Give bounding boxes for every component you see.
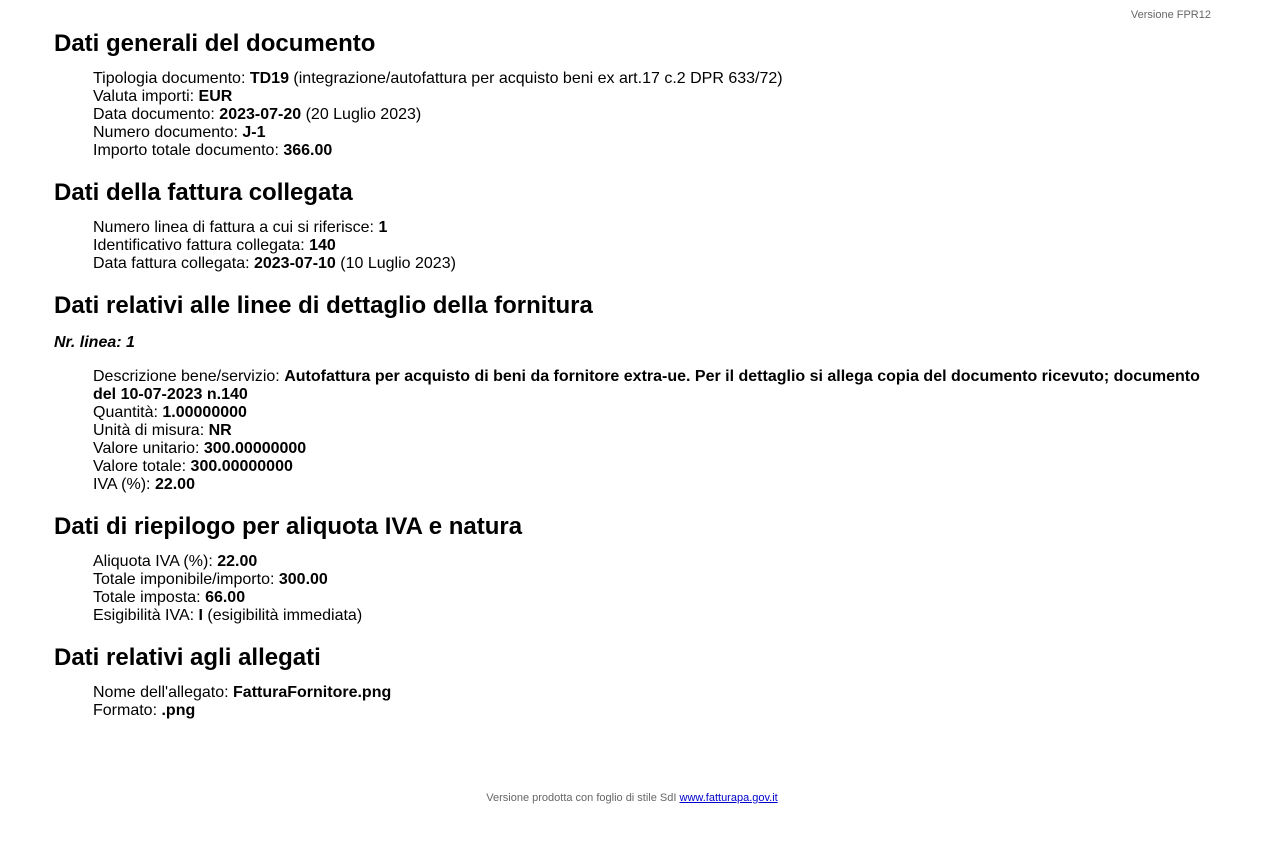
footer [0,792,1264,804]
section-title-summary: Dati di riepilogo per aliquota IVA e natura [54,513,523,540]
label-data-fattura: Data fattura collegata: [93,255,254,272]
desc-data-fattura: (10 Luglio 2023) [335,255,456,272]
row-unita-misura [93,422,1214,440]
value-tipologia: TD19 [249,70,289,87]
label-id-fattura: Identificativo fattura collegata: [93,237,310,254]
row-nome-allegato [93,684,1214,702]
label-nome-allegato: Nome dell'allegato: [93,684,234,701]
row-valuta [93,88,1214,106]
document-content [54,27,1214,720]
footer-link[interactable]: www.fatturapa.gov.it [679,792,778,804]
label-quantita: Quantità: [93,404,163,421]
label-imposta: Totale imposta: [93,589,206,606]
summary-block [93,553,1214,625]
desc-tipologia: (integrazione/autofattura per acquisto beni ex art.17 c.2 DPR 633/72) [288,70,783,87]
value-importo-totale: 366.00 [283,142,333,159]
footer-text: Versione prodotta con foglio di stile SdI [486,792,680,804]
value-data-documento: 2023-07-20 [219,106,302,123]
row-quantita [93,404,1214,422]
label-iva: IVA (%): [93,476,155,493]
row-esigibilita [93,607,1214,625]
label-descrizione: Descrizione bene/servizio: [93,368,285,385]
row-numero-linea [93,219,1214,237]
row-imposta [93,589,1214,607]
attachments-block [93,684,1214,720]
label-valore-totale: Valore totale: [93,458,191,475]
row-id-fattura [93,237,1214,255]
row-tipologia [93,70,1214,88]
general-block [93,70,1214,160]
row-imponibile [93,571,1214,589]
row-aliquota [93,553,1214,571]
value-valuta: EUR [198,88,233,105]
row-iva [93,476,1214,494]
version-label: Versione FPR12 [1130,9,1211,21]
value-valore-unitario: 300.00000000 [203,440,307,457]
value-aliquota: 22.00 [217,553,258,570]
section-title-general: Dati generali del documento [54,30,376,57]
value-esigibilita: I [198,607,203,624]
value-quantita: 1.00000000 [162,404,247,421]
label-formato: Formato: [93,702,162,719]
row-descrizione [93,368,1214,404]
section-title-attachments: Dati relativi agli allegati [54,644,321,671]
value-formato: .png [161,702,196,719]
value-imposta: 66.00 [205,589,246,606]
row-data-fattura [93,255,1214,273]
row-valore-unitario [93,440,1214,458]
linked-block [93,219,1214,273]
label-data-documento: Data documento: [93,106,220,123]
line-number-title: Nr. linea: 1 [54,334,135,351]
label-numero-documento: Numero documento: [93,124,243,141]
label-valuta: Valuta importi: [93,88,199,105]
row-importo-totale [93,142,1214,160]
label-aliquota: Aliquota IVA (%): [93,553,218,570]
label-valore-unitario: Valore unitario: [93,440,204,457]
value-imponibile: 300.00 [278,571,328,588]
desc-esigibilita: (esigibilità immediata) [202,607,363,624]
label-numero-linea: Numero linea di fattura a cui si riferisce: [93,219,379,236]
row-valore-totale [93,458,1214,476]
label-imponibile: Totale imponibile/importo: [93,571,279,588]
label-unita-misura: Unità di misura: [93,422,209,439]
section-title-lines: Dati relativi alle linee di dettaglio della fornitura [54,292,593,319]
label-importo-totale: Importo totale documento: [93,142,284,159]
value-valore-totale: 300.00000000 [190,458,293,475]
section-title-linked: Dati della fattura collegata [54,179,353,206]
value-id-fattura: 140 [309,237,336,254]
lines-block [93,368,1214,494]
label-tipologia: Tipologia documento: [93,70,250,87]
label-esigibilita: Esigibilità IVA: [93,607,199,624]
value-data-fattura: 2023-07-10 [253,255,336,272]
value-descrizione: Autofattura per acquisto di beni da fornitore extra-ue. Per il dettaglio si allega copia del documento ricevuto; documento del 10-07-2023 n.140 [93,368,1200,403]
value-unita-misura: NR [208,422,232,439]
value-numero-linea: 1 [378,219,388,236]
value-iva: 22.00 [154,476,195,493]
value-nome-allegato: FatturaFornitore.png [233,684,392,701]
row-formato [93,702,1214,720]
value-numero-documento: J-1 [242,124,266,141]
row-data-documento [93,106,1214,124]
desc-data-documento: (20 Luglio 2023) [301,106,422,123]
row-numero-documento [93,124,1214,142]
